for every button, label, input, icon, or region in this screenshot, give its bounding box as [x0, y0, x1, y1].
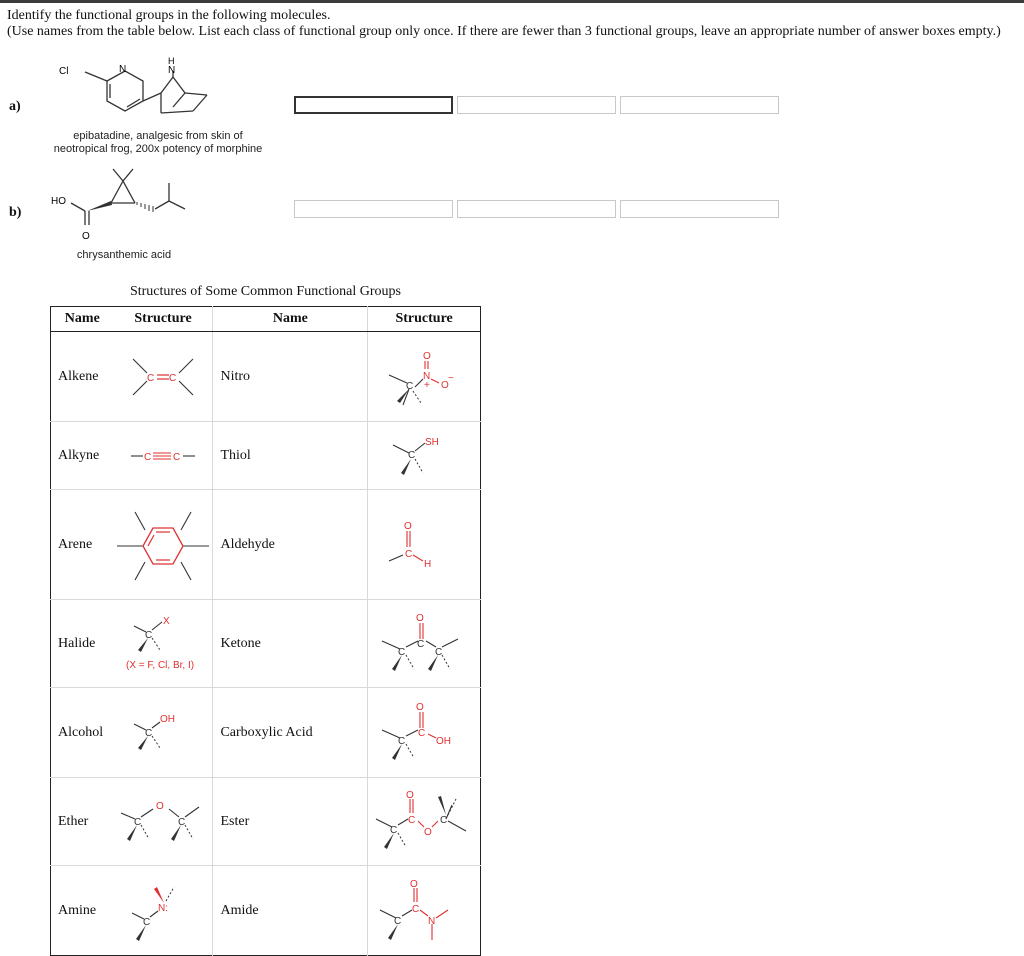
table-row	[51, 688, 481, 778]
svg-text:N: N	[428, 915, 436, 927]
svg-text:C: C	[398, 646, 406, 658]
svg-text:C: C	[435, 646, 443, 658]
svg-text:O: O	[441, 379, 449, 391]
instructions	[7, 8, 1017, 40]
svg-text:C: C	[440, 814, 448, 826]
svg-text:O: O	[406, 790, 414, 801]
table-row	[51, 332, 481, 422]
svg-text:C: C	[408, 449, 416, 461]
instructions-line-2: (Use names from the table below. List each class of functional group only once. If there are fewer than 3 functional groups, leave an appropriate number of answer boxes empty.)	[7, 24, 1001, 39]
svg-text:C: C	[145, 727, 153, 739]
svg-text:N:: N:	[158, 902, 169, 914]
question-b-label: b)	[9, 205, 22, 220]
svg-text:O: O	[424, 826, 432, 838]
row-name-alkene: Alkene	[58, 368, 99, 384]
halide-note: (X = F, Cl, Br, I)	[126, 659, 195, 671]
answer-a-1-input[interactable]	[294, 96, 453, 114]
row-name-alkyne: Alkyne	[51, 422, 114, 490]
amide-structure	[368, 866, 481, 956]
row-name-thiol: Thiol	[213, 422, 368, 490]
svg-text:C: C	[173, 451, 181, 463]
row-name-amine: Amine	[51, 866, 114, 956]
row-name-arene: Arene	[51, 490, 114, 600]
answer-a-2-input[interactable]	[457, 96, 616, 114]
svg-text:O: O	[423, 350, 431, 362]
row-name-ether: Ether	[51, 778, 114, 866]
svg-text:O: O	[404, 520, 412, 532]
question-b-caption: chrysanthemic acid	[76, 249, 172, 261]
svg-text:N: N	[119, 64, 127, 75]
question-a-answers	[294, 96, 779, 114]
svg-text:C: C	[390, 824, 398, 836]
svg-text:C: C	[147, 372, 155, 384]
row-name-nitro: Nitro	[213, 332, 368, 422]
table-row	[51, 490, 481, 600]
table-row	[51, 422, 481, 490]
svg-text:HO: HO	[51, 196, 66, 207]
top-bar	[0, 0, 1024, 3]
table-caption: Structures of Some Common Functional Groups	[129, 284, 402, 299]
svg-text:C: C	[418, 727, 426, 739]
question-b-answers	[294, 200, 779, 218]
row-name-amide: Amide	[213, 866, 368, 956]
ketone-structure	[368, 600, 481, 688]
halide-structure	[114, 600, 213, 688]
row-name-aldehyde: Aldehyde	[213, 490, 368, 600]
svg-text:OH: OH	[436, 735, 452, 747]
row-name-ester: Ester	[213, 778, 368, 866]
svg-text:C: C	[408, 814, 416, 826]
svg-text:−: −	[448, 372, 454, 384]
svg-text:C: C	[398, 735, 406, 747]
svg-text:C: C	[406, 380, 414, 392]
row-name-ketone: Ketone	[213, 600, 368, 688]
functional-groups-table	[50, 306, 481, 956]
answer-b-2-input[interactable]	[457, 200, 616, 218]
question-a-label: a)	[9, 99, 21, 114]
epibatidine-structure	[55, 55, 225, 132]
alkyne-structure	[114, 422, 213, 490]
svg-text:X: X	[163, 615, 170, 627]
thiol-structure	[368, 422, 481, 490]
question-a-caption	[45, 130, 271, 156]
svg-text:N: N	[423, 370, 431, 382]
answer-b-1-input[interactable]	[294, 200, 453, 218]
question-a-caption-line-1: epibatadine, analgesic from skin of	[73, 130, 243, 142]
alkene-structure	[114, 332, 213, 422]
svg-text:C: C	[417, 638, 425, 650]
table-row	[51, 778, 481, 866]
svg-text:O: O	[416, 612, 424, 624]
svg-text:O: O	[410, 879, 418, 890]
table-row	[51, 600, 481, 688]
svg-text:O: O	[156, 800, 164, 812]
ester-structure	[368, 778, 481, 866]
svg-text:O: O	[82, 231, 90, 242]
header-name-2: Name	[213, 307, 368, 332]
arene-structure	[114, 490, 213, 600]
svg-text:C: C	[405, 548, 413, 560]
svg-text:C: C	[134, 816, 142, 828]
ether-structure	[114, 778, 213, 866]
answer-a-3-input[interactable]	[620, 96, 779, 114]
svg-text:OH: OH	[160, 713, 176, 725]
chrysanthemic-acid-structure	[45, 163, 205, 250]
svg-text:C: C	[412, 903, 420, 915]
svg-text:C: C	[144, 451, 152, 463]
svg-text:O: O	[416, 701, 424, 713]
amine-structure	[114, 866, 213, 956]
question-a-caption-line-2: neotropical frog, 200x potency of morphine	[53, 143, 263, 155]
svg-text:C: C	[143, 916, 151, 928]
table-header-row	[51, 307, 481, 332]
carboxylic-acid-structure	[368, 688, 481, 778]
svg-text:H: H	[424, 558, 432, 570]
alcohol-structure	[114, 688, 213, 778]
header-structure-2: Structure	[368, 307, 481, 332]
svg-text:C: C	[394, 915, 402, 927]
svg-text:C: C	[145, 629, 153, 641]
svg-text:H: H	[168, 56, 175, 66]
svg-text:Cl: Cl	[59, 66, 69, 77]
svg-text:N: N	[168, 65, 176, 76]
row-name-carboxylic-acid: Carboxylic Acid	[213, 688, 368, 778]
table-row	[51, 866, 481, 956]
nitro-structure	[368, 332, 481, 422]
svg-text:+: +	[424, 379, 430, 391]
answer-b-3-input[interactable]	[620, 200, 779, 218]
svg-text:C: C	[169, 372, 177, 384]
svg-text:SH: SH	[425, 436, 440, 448]
row-name-halide: Halide	[51, 600, 114, 688]
aldehyde-structure	[368, 490, 481, 600]
row-name-alcohol: Alcohol	[51, 688, 114, 778]
header-structure-1: Structure	[114, 307, 213, 332]
svg-text:C: C	[178, 816, 186, 828]
header-name-1: Name	[51, 307, 114, 332]
instructions-line-1: Identify the functional groups in the following molecules.	[7, 8, 331, 23]
